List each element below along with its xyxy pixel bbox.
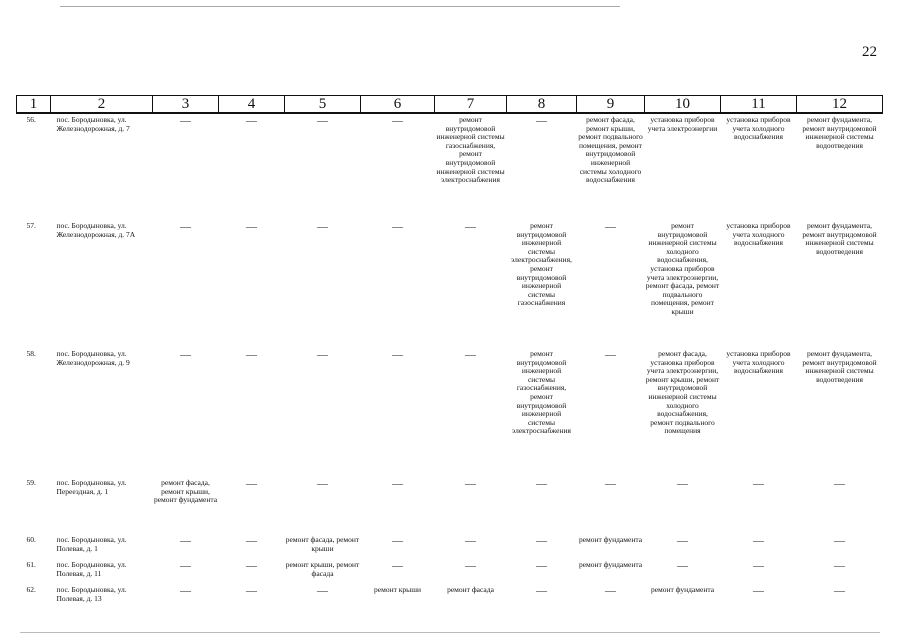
address-cell: пос. Бородыновка, ул. Полевая, д. 13 bbox=[56, 585, 127, 603]
table-row bbox=[17, 113, 883, 220]
cell-col4: — bbox=[246, 115, 257, 127]
table-row bbox=[17, 559, 883, 584]
cell-col8: ремонт внутридомовой инженерной системы электроснабжения, ремонт внутридомовой инженерной системы газоснабжения bbox=[511, 221, 572, 308]
cell-col10: — bbox=[677, 535, 688, 547]
cell-col5: ремонт фасада, ремонт крыши bbox=[285, 535, 360, 553]
cell-col3: — bbox=[180, 115, 191, 127]
cell-col3: — bbox=[180, 535, 191, 547]
col-header-11: 11 bbox=[721, 96, 797, 114]
cell-col7: ремонт внутридомовой инженерной системы газоснабжения, ремонт внутридомовой инженерной системы электроснабжения bbox=[436, 115, 505, 185]
cell-col3: ремонт фасада, ремонт крыши, ремонт фундамента bbox=[153, 478, 218, 505]
col-header-4: 4 bbox=[219, 96, 285, 114]
header-row bbox=[17, 96, 883, 114]
address-cell: пос. Бородыновка, ул. Переездная, д. 1 bbox=[56, 478, 127, 496]
cell-col6: — bbox=[392, 349, 403, 361]
cell-col7: — bbox=[465, 221, 476, 233]
cell-col8: — bbox=[536, 585, 547, 597]
row-number: 57. bbox=[26, 221, 36, 230]
cell-col6: — bbox=[392, 478, 403, 490]
cell-col12: ремонт фундамента, ремонт внутридомовой инженерной системы водоотведения bbox=[802, 349, 877, 384]
cell-col7: — bbox=[465, 535, 476, 547]
cell-col9: — bbox=[605, 478, 616, 490]
row-number: 59. bbox=[26, 478, 36, 487]
address-cell: пос. Бородыновка, ул. Полевая, д. 1 bbox=[56, 535, 127, 553]
cell-col10: установка приборов учета электроэнергии bbox=[647, 115, 718, 133]
address-cell: пос. Бородыновка, ул. Железнодорожная, д. 7А bbox=[56, 221, 136, 239]
bottom-rule bbox=[20, 632, 880, 633]
cell-col9: — bbox=[605, 585, 616, 597]
cell-col6: — bbox=[392, 115, 403, 127]
col-header-6: 6 bbox=[361, 96, 435, 114]
table-row bbox=[17, 534, 883, 559]
top-rule bbox=[60, 6, 620, 7]
cell-col5: — bbox=[317, 478, 328, 490]
cell-col12: — bbox=[834, 478, 845, 490]
cell-col9: ремонт фасада, ремонт крыши, ремонт подвального помещения, ремонт внутридомовой инженерной системы холодного водоснабжения bbox=[578, 115, 643, 185]
cell-col5: ремонт крыши, ремонт фасада bbox=[285, 560, 360, 578]
cell-col8: — bbox=[536, 478, 547, 490]
cell-col7: — bbox=[465, 349, 476, 361]
cell-col5: — bbox=[317, 221, 328, 233]
row-number: 58. bbox=[26, 349, 36, 358]
cell-col9: ремонт фундамента bbox=[578, 535, 643, 544]
cell-col5: — bbox=[317, 585, 328, 597]
cell-col7: ремонт фасада bbox=[447, 585, 494, 594]
col-header-12: 12 bbox=[797, 96, 883, 114]
cell-col6: — bbox=[392, 221, 403, 233]
cell-col5: — bbox=[317, 115, 328, 127]
cell-col11: установка приборов учета холодного водоснабжения bbox=[726, 349, 791, 376]
table-row bbox=[17, 348, 883, 477]
cell-col6: — bbox=[392, 560, 403, 572]
table-row bbox=[17, 584, 883, 614]
cell-col5: — bbox=[317, 349, 328, 361]
table-row bbox=[17, 477, 883, 534]
cell-col11: — bbox=[753, 478, 764, 490]
cell-col3: — bbox=[180, 585, 191, 597]
cell-col3: — bbox=[180, 349, 191, 361]
col-header-8: 8 bbox=[507, 96, 577, 114]
cell-col8: ремонт внутридомовой инженерной системы газоснабжения, ремонт внутридомовой инженерной системы электроснабжения bbox=[512, 349, 571, 436]
cell-col9: ремонт фундамента bbox=[578, 560, 643, 569]
cell-col12: — bbox=[834, 585, 845, 597]
cell-col4: — bbox=[246, 221, 257, 233]
cell-col12: ремонт фундамента, ремонт внутридомовой инженерной системы водоотведения bbox=[802, 221, 877, 256]
cell-col11: установка приборов учета холодного водоснабжения bbox=[726, 221, 791, 248]
page-number: 22 bbox=[862, 44, 877, 60]
cell-col10: ремонт фасада, установка приборов учета электроэнергии, ремонт крыши, ремонт внутридомовой инженерной системы холодного водоснабжения, ремонт подвального помещения bbox=[645, 349, 720, 436]
cell-col6: ремонт крыши bbox=[374, 585, 421, 594]
cell-col3: — bbox=[180, 221, 191, 233]
address-cell: пос. Бородыновка, ул. Железнодорожная, д. 7 bbox=[56, 115, 130, 133]
col-header-5: 5 bbox=[285, 96, 361, 114]
cell-col11: — bbox=[753, 585, 764, 597]
col-header-9: 9 bbox=[577, 96, 645, 114]
row-number: 61. bbox=[26, 560, 36, 569]
cell-col9: — bbox=[605, 349, 616, 361]
cell-col12: ремонт фундамента, ремонт внутридомовой инженерной системы водоотведения bbox=[802, 115, 877, 150]
cell-col11: — bbox=[753, 535, 764, 547]
row-number: 60. bbox=[26, 535, 36, 544]
cell-col4: — bbox=[246, 349, 257, 361]
row-number: 62. bbox=[26, 585, 36, 594]
col-header-1: 1 bbox=[17, 96, 51, 114]
cell-col8: — bbox=[536, 560, 547, 572]
cell-col11: установка приборов учета холодного водоснабжения bbox=[726, 115, 791, 142]
cell-col10: ремонт фундамента bbox=[650, 585, 715, 594]
cell-col12: — bbox=[834, 535, 845, 547]
cell-col9: — bbox=[605, 221, 616, 233]
col-header-7: 7 bbox=[435, 96, 507, 114]
cell-col7: — bbox=[465, 478, 476, 490]
cell-col3: — bbox=[180, 560, 191, 572]
cell-col4: — bbox=[246, 535, 257, 547]
cell-col11: — bbox=[753, 560, 764, 572]
cell-col12: — bbox=[834, 560, 845, 572]
cell-col10: ремонт внутридомовой инженерной системы холодного водоснабжения, установка приборов учета электроэнергии, ремонт фасада, ремонт подвального помещения, ремонт крыши bbox=[645, 221, 720, 316]
address-cell: пос. Бородыновка, ул. Железнодорожная, д. 9 bbox=[56, 349, 130, 367]
col-header-3: 3 bbox=[153, 96, 219, 114]
table-row bbox=[17, 220, 883, 348]
cell-col10: — bbox=[677, 478, 688, 490]
address-cell: пос. Бородыновка, ул. Полевая, д. 11 bbox=[56, 560, 127, 578]
cell-col7: — bbox=[465, 560, 476, 572]
col-header-10: 10 bbox=[645, 96, 721, 114]
col-header-2: 2 bbox=[51, 96, 153, 114]
cell-col4: — bbox=[246, 478, 257, 490]
cell-col10: — bbox=[677, 560, 688, 572]
cell-col6: — bbox=[392, 535, 403, 547]
row-number: 56. bbox=[26, 115, 36, 124]
cell-col4: — bbox=[246, 560, 257, 572]
capital-repair-table bbox=[16, 95, 883, 614]
cell-col8: — bbox=[536, 535, 547, 547]
cell-col4: — bbox=[246, 585, 257, 597]
cell-col8: — bbox=[536, 115, 547, 127]
